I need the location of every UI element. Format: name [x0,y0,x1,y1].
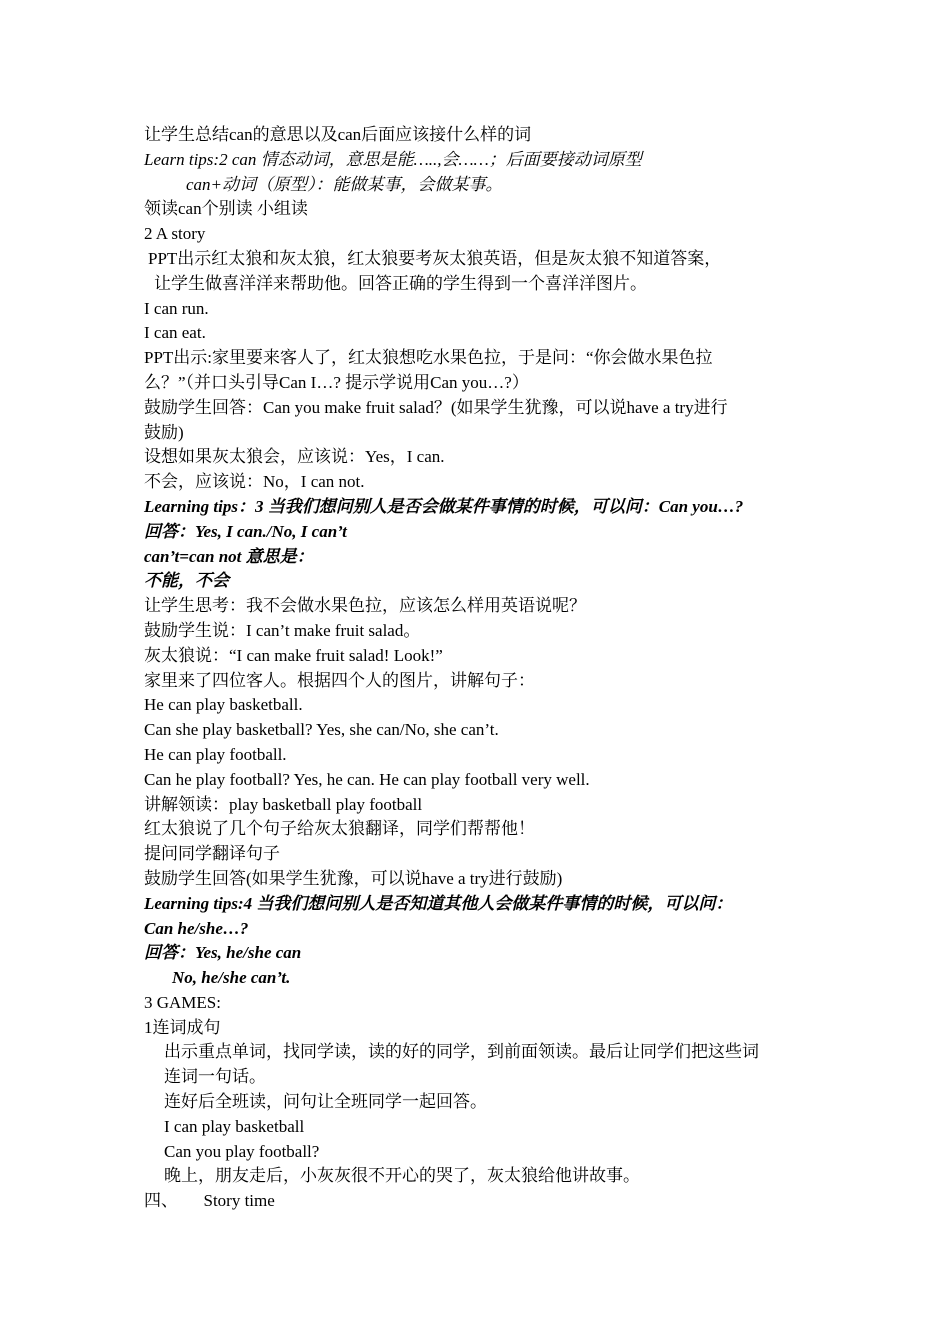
text-line: 灰太狼说：“I can make fruit salad! Look!” [144,645,443,665]
text-line: 红太狼说了几个句子给灰太狼翻译，同学们帮帮他！ [144,819,535,839]
text-line: 鼓励) [144,422,184,442]
text-line: He can play basketball. [144,695,303,715]
text-line: 晚上，朋友走后，小灰灰很不开心的哭了，灰太狼给他讲故事。 [164,1166,640,1186]
text-line: 1连词成句 [144,1017,221,1037]
text-line: 领读can个别读 小组读 [144,199,308,219]
learning-tips-heading: Learning tips:4 当我们想问别人是否知道其他人会做某件事情的时候，可以问： [144,893,733,913]
document-body [144,123,824,1214]
text-line: 连词一句话。 [164,1067,266,1087]
text-line: Can you play football? [164,1141,320,1161]
text-line: 鼓励学生回答(如果学生犹豫，可以说have a try进行鼓励) [144,868,563,888]
text-line: 鼓励学生说：I can’t make fruit salad。 [144,620,421,640]
text-line: 家里来了四位客人。根据四个人的图片，讲解句子： [144,670,535,690]
text-line: 讲解领读：play basketball play football [144,794,423,814]
text-line: can’t=can not 意思是： [144,546,314,566]
text-line: 设想如果灰太狼会，应该说：Yes，I can. [144,447,445,467]
text-line: Can he play football? Yes, he can. He can play football very well. [144,769,590,789]
text-line: can+动词（原型）：能做某事，会做某事。 [186,174,503,194]
text-line: PPT出示红太狼和灰太狼，红太狼要考灰太狼英语，但是灰太狼不知道答案， [148,248,722,268]
text-line: 不能，不会 [144,571,229,591]
text-line: 回答：Yes, he/she can [144,943,302,963]
text-line: 鼓励学生回答：Can you make fruit salad？(如果学生犹豫，可以说have a try进行 [144,397,728,417]
text-line: PPT出示:家里要来客人了，红太狼想吃水果色拉，于是问：“你会做水果色拉 [144,348,713,368]
text-line: 让学生做喜洋洋来帮助他。回答正确的学生得到一个喜洋洋图片。 [154,273,647,293]
text-line: Can he/she…? [144,918,249,938]
text-line: I can play basketball [164,1116,305,1136]
text-line: I can run. [144,298,209,318]
text-line: No, he/she can’t. [172,968,291,988]
text-line: 不会，应该说：No，I can not. [144,472,365,492]
section-heading: 四、 Story time [144,1191,275,1211]
text-line: Can she play basketball? Yes, she can/No, she can’t. [144,720,499,740]
text-line: 提问同学翻译句子 [144,844,280,864]
learning-tips-heading: Learning tips：3 当我们想问别人是否会做某件事情的时候，可以问：Can you…? [144,496,744,516]
text-line: 么？”（并口头引导Can I…? 提示学说用Can you…?） [144,372,529,392]
text-line: 回答：Yes, I can./No, I can’t [144,521,347,541]
section-heading: 2 A story [144,224,206,244]
text-line: 连好后全班读，问句让全班同学一起回答。 [164,1092,487,1112]
section-heading: 3 GAMES: [144,992,221,1012]
text-line: 让学生总结can的意思以及can后面应该接什么样的词 [144,125,532,144]
text-line: 让学生思考：我不会做水果色拉，应该怎么样用英语说呢？ [144,596,586,616]
text-line: He can play football. [144,744,287,764]
learn-tips-heading: Learn tips:2 can 情态动词，意思是能…..,会……；后面要接动词原型 [144,149,642,169]
text-line: I can eat. [144,323,206,343]
text-line: 出示重点单词，找同学读，读的好的同学，到前面领读。最后让同学们把这些词 [164,1042,759,1062]
